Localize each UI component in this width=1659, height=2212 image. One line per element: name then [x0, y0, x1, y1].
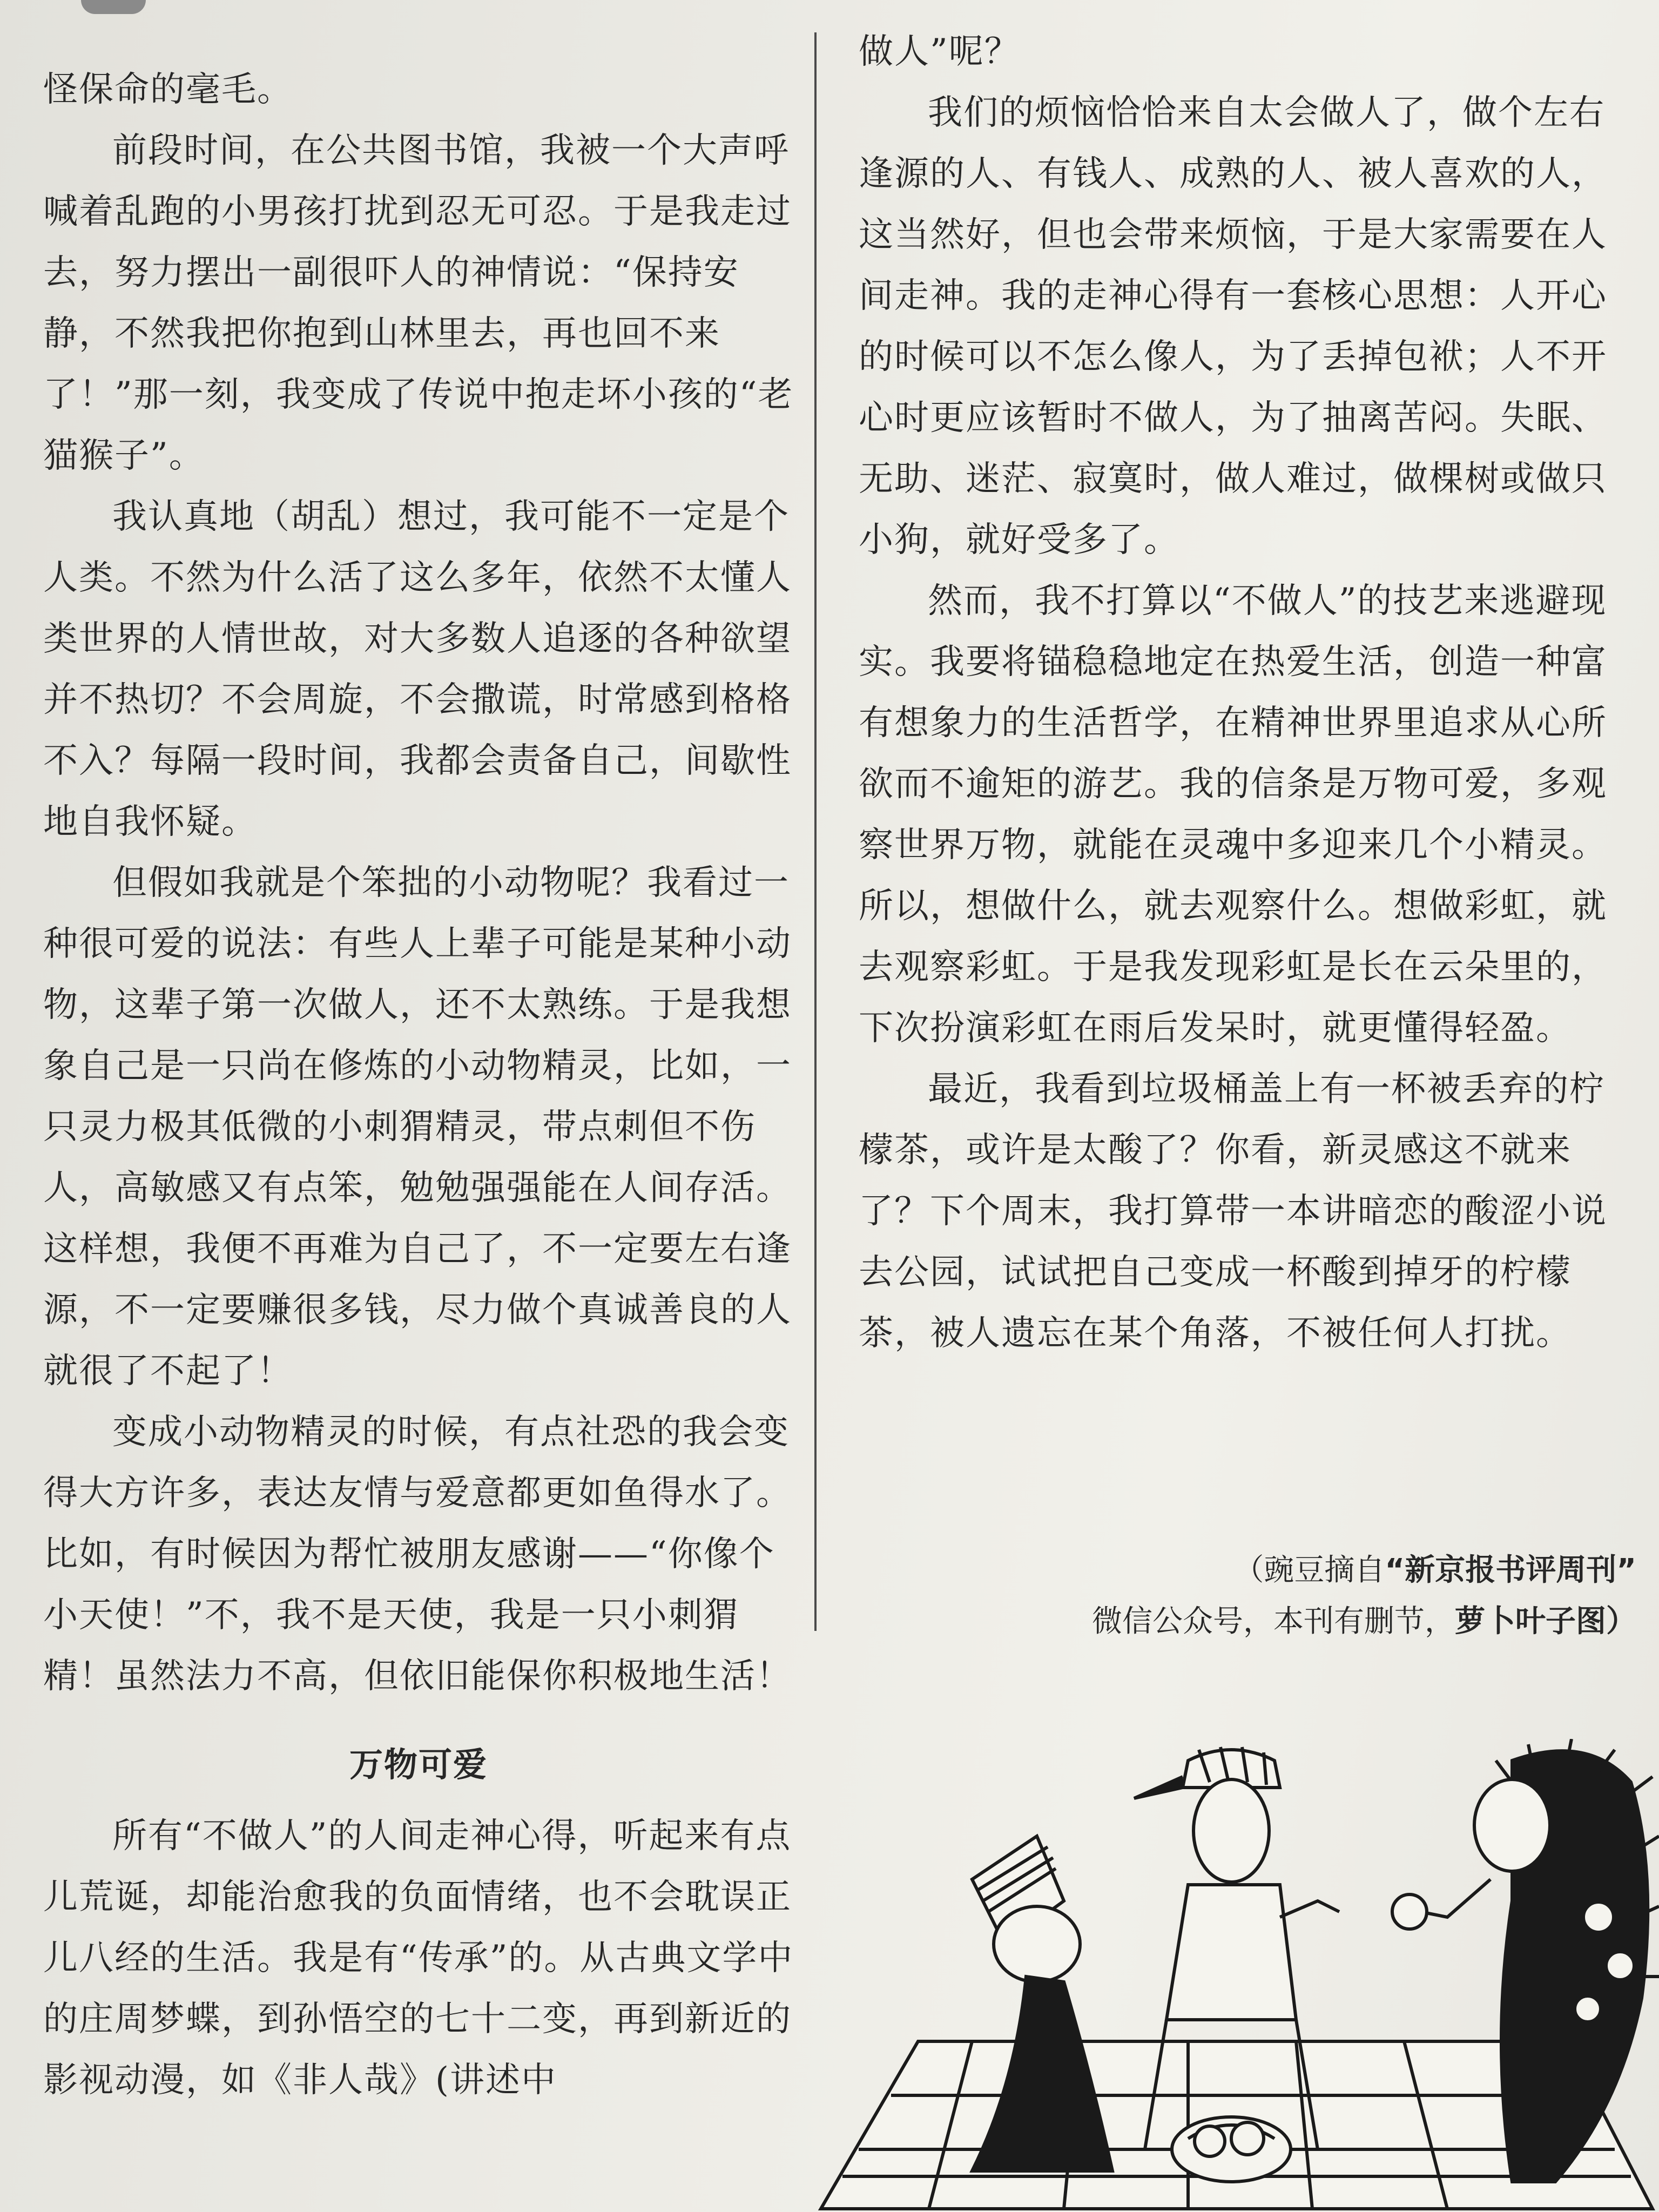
paragraph: 做人”呢？ — [859, 32, 1020, 72]
paragraph: 我们的烦恼恰恰来自太会做人了，做个左右逢源的人、有钱人、成熟的人、被人喜欢的人，这当然好，但也会带来烦恼，于是大家需要在人间走神。我的走神心得有一套核心思想：人开心的时候可以不怎么像人，为了丢掉包袱；人不开心时更应该暂时不做人，为了抽离苦闷。失眠、无助、迷茫、寂寞时，做人难过，做棵树或做只小狗，就好受多了。 — [859, 93, 1607, 560]
credit-source: “新京报书评周刊” — [1385, 1553, 1636, 1588]
fruit-basket-icon — [1172, 2117, 1291, 2182]
credit-text: 微信公众号，本刊有删节， — [1092, 1604, 1455, 1639]
paragraph: 我认真地（胡乱）想过，我可能不一定是个人类。不然为什么活了这么多年，依然不太懂人类世界的人情世故，对大多数人追逐的各种欲望并不热切？不会周旋，不会撒谎，时常感到格格不入？每隔一段时间，我都会责备自己，间歇性地自我怀疑。 — [43, 497, 792, 842]
reading-person-icon — [972, 1836, 1112, 2171]
column-divider — [814, 32, 817, 1631]
header-decoration — [81, 0, 146, 14]
section-heading: 万物可爱 — [349, 1745, 488, 1784]
right-column — [859, 22, 1636, 1364]
left-column — [43, 59, 794, 2111]
paragraph: 然而，我不打算以“不做人”的技艺来逃避现实。我要将锚稳稳地定在热爱生活，创造一种富有想象力的生活哲学，在精神世界里追求从心所欲而不逾矩的游艺。我的信条是万物可爱，多观察世界万物，就能在灵魂中多迎来几个小精灵。所以，想做什么，就去观察什么。想做彩虹，就去观察彩虹。于是我发现彩虹是长在云朵里的，下次扮演彩虹在雨后发呆时，就更懂得轻盈。 — [859, 581, 1607, 1048]
cartoon-people-and-hedgehog-illustration — [810, 1739, 1659, 2212]
paragraph: 变成小动物精灵的时候，有点社恐的我会变得大方许多，表达友情与爱意都更如鱼得水了。比如，有时候因为帮忙被朋友感谢——“你像个小天使！”不，我不是天使，我是一只小刺猬精！虽然法力不高，但依旧能保你积极地生活！ — [43, 1412, 792, 1696]
paragraph: 但假如我就是个笨拙的小动物呢？我看过一种很可爱的说法：有些人上辈子可能是某种小动物，这辈子第一次做人，还不太熟练。于是我想象自己是一只尚在修炼的小动物精灵，比如，一只灵力极其低微的小刺猬精灵，带点刺但不伤人，高敏感又有点笨，勉勉强强能在人间存活。这样想，我便不再难为自己了，不一定要左右逢源，不一定要赚很多钱，尽力做个真诚善良的人就很了不起了！ — [43, 863, 792, 1391]
paragraph: 怪保命的毫毛。 — [43, 70, 293, 110]
paragraph: 所有“不做人”的人间走神心得，听起来有点儿荒诞，却能治愈我的负面情绪，也不会耽误正儿八经的生活。我是有“传承”的。从古典文学中的庄周梦蝶，到孙悟空的七十二变，再到新近的影视动漫，如《非人哉》(讲述中 — [43, 1816, 794, 2100]
credit-line-2 — [918, 1596, 1636, 1647]
paragraph: 最近，我看到垃圾桶盖上有一杯被丢弃的柠檬茶，或许是太酸了？你看，新灵感这不就来了？下个周末，我打算带一本讲暗恋的酸涩小说去公园，试试把自己变成一杯酸到掉牙的柠檬茶，被人遗忘在某个角落，不被任何人打扰。 — [859, 1069, 1607, 1353]
source-credit — [918, 1545, 1636, 1647]
credit-illustrator: 萝卜叶子图） — [1455, 1604, 1636, 1639]
credit-text: （豌豆摘自 — [1233, 1553, 1385, 1588]
credit-line-1 — [918, 1545, 1636, 1596]
paragraph: 前段时间，在公共图书馆，我被一个大声呼喊着乱跑的小男孩打扰到忍无可忍。于是我走过去，努力摆出一副很吓人的神情说：“保持安静，不然我把你抱到山林里去，再也回不来了！”那一刻，我变成了传说中抱走坏小孩的“老猫猴子”。 — [43, 131, 794, 476]
